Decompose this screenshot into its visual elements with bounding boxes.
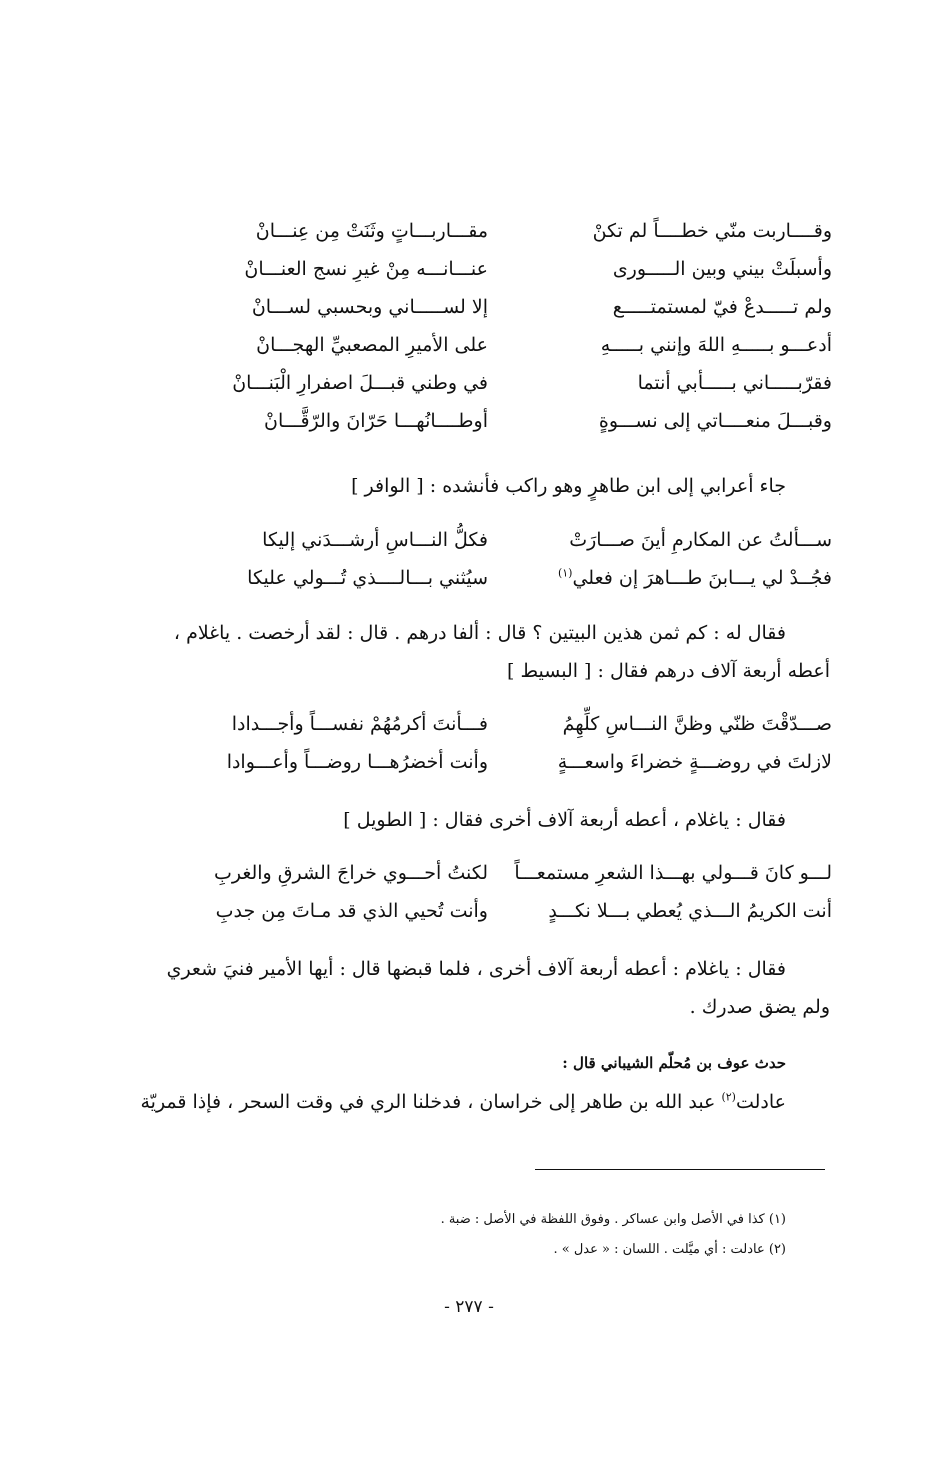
narrative-paragraph: جاء أعرابي إلى ابن طاهرٍ وهو راكب فأنشده : [ الوافر ] — [351, 475, 786, 497]
second-hemistich: على الأميرِ المصعبيِّ الهجـــانْ — [256, 334, 488, 356]
second-hemistich: أوطــــانُهـــا حَرّانَ والرّقَّـــانْ — [264, 410, 488, 432]
hemistich-text: فجُــدْ لي يـــابنَ طـــاهرَ إن فعلي — [572, 567, 832, 589]
second-hemistich: إلا لســـــاني وبحسبي لســـانْ — [251, 296, 488, 318]
couplet — [170, 289, 834, 327]
poem-block-4 — [170, 855, 834, 931]
couplet — [170, 522, 834, 560]
paragraph-text: عبد الله بن طاهر إلى خراسان ، فدخلنا الري في وقت السحر ، فإذا قمريّة — [140, 1091, 722, 1113]
second-hemistich: سيُثني بـــالــــذي تُـــولي عليكا — [247, 567, 488, 589]
second-hemistich: لكنتُ أحـــوي خراجَ الشرقِ والغربِ — [213, 862, 488, 884]
couplet — [170, 365, 834, 403]
footnote-ref: (٢) — [721, 1090, 736, 1104]
first-hemistich: وقــــاربت منّي خطــــاً لم تكنْ — [592, 220, 832, 242]
hemistich-text: ســـألتُ عن المكارمِ أينَ صـــارَتْ — [569, 529, 832, 551]
first-hemistich: وأسبلَتْ بيني وبين الـــــورى — [612, 258, 832, 280]
footnote-divider — [535, 1169, 825, 1170]
first-hemistich — [512, 522, 832, 558]
first-hemistich: صـــدّقْتَ ظنّي وظنَّ النـــاسِ كلِّهِمُ — [562, 713, 832, 735]
couplet — [170, 855, 834, 893]
first-hemistich — [512, 560, 832, 596]
narrative-paragraph: فقال : ياغلام : أعطه أربعة آلاف أخرى ، فلما قبضها قال : أيها الأمير فنيَ شعري ولم يضق صدرك . — [166, 958, 830, 1018]
second-hemistich: عنـــانـــه مِنْ غيرِ نسج العنـــانْ — [244, 258, 488, 280]
footnote-ref: (١) — [557, 566, 573, 580]
first-hemistich: ولم تـــــدعْ فيّ لمستمتـــــع — [612, 296, 832, 318]
first-hemistich: فقرّبـــــاني بـــــأبي أنتما — [637, 372, 832, 394]
poem-block-1 — [170, 213, 834, 441]
second-hemistich: فـــأنتَ أكرمُهُمْ نفســـاً وأجـــدادا — [231, 713, 488, 735]
couplet — [170, 893, 834, 931]
second-hemistich: في وطني قبـــلَ اصفرارِ الْبَنـــانْ — [232, 372, 488, 394]
couplet — [170, 560, 834, 598]
couplet — [170, 744, 834, 782]
narrative-paragraph: فقال له : كم ثمن هذين البيتين ؟ قال : ألفا درهم . قال : لقد أرخصت . ياغلام ، أعطه أربعة آلاف درهم فقال : [ البسيط ] — [173, 622, 830, 682]
page-number: - ٢٧٧ - — [444, 1297, 494, 1317]
paragraph-text: عادلت — [735, 1091, 786, 1113]
footnote: (١) كذا في الأصل وابن عساكر . وفوق اللفظة في الأصل : ضبة . — [440, 1212, 786, 1227]
first-hemistich: لـــو كانَ قـــولي بهـــذا الشعرِ مستمعـــاً — [514, 862, 832, 884]
poem-block-3 — [170, 706, 834, 782]
narration-heading: حدث عوف بن مُحلّم الشيباني قال : — [562, 1054, 786, 1072]
couplet — [170, 403, 834, 441]
second-hemistich: وأنت أخضرُهـــا روضـــاً وأعـــوادا — [226, 751, 488, 773]
couplet — [170, 213, 834, 251]
poem-block-2 — [170, 522, 834, 598]
footnote: (٢) عادلت : أي ميَّلت . اللسان : « عدل » . — [553, 1242, 786, 1257]
first-hemistich: لازلتَ في روضـــةٍ خضراءَ واسعـــةٍ — [557, 751, 832, 773]
narrative-paragraph: فقال : ياغلام ، أعطه أربعة آلاف أخرى فقال : [ الطويل ] — [343, 809, 786, 831]
couplet — [170, 327, 834, 365]
narrative-paragraph — [140, 1083, 830, 1121]
first-hemistich: أنت الكريمُ الـــذي يُعطي بـــلا نكـــدٍ — [548, 900, 832, 922]
first-hemistich: أدعـــو بـــــهِ اللهَ وإنني بـــــهِ — [600, 334, 832, 356]
second-hemistich: مقـــاربـــاتٍ وثَنَتْ مِن عِنـــانْ — [255, 220, 488, 242]
couplet — [170, 706, 834, 744]
first-hemistich: وقبـــلَ منعــــاتي إلى نســـوةٍ — [598, 410, 832, 432]
couplet — [170, 251, 834, 289]
second-hemistich: وأنت تُحيي الذي قد مـاتَ مِن جدبِ — [215, 900, 488, 922]
second-hemistich: فكلُّ النـــاسِ أرشـــدَني إليكا — [262, 529, 488, 551]
